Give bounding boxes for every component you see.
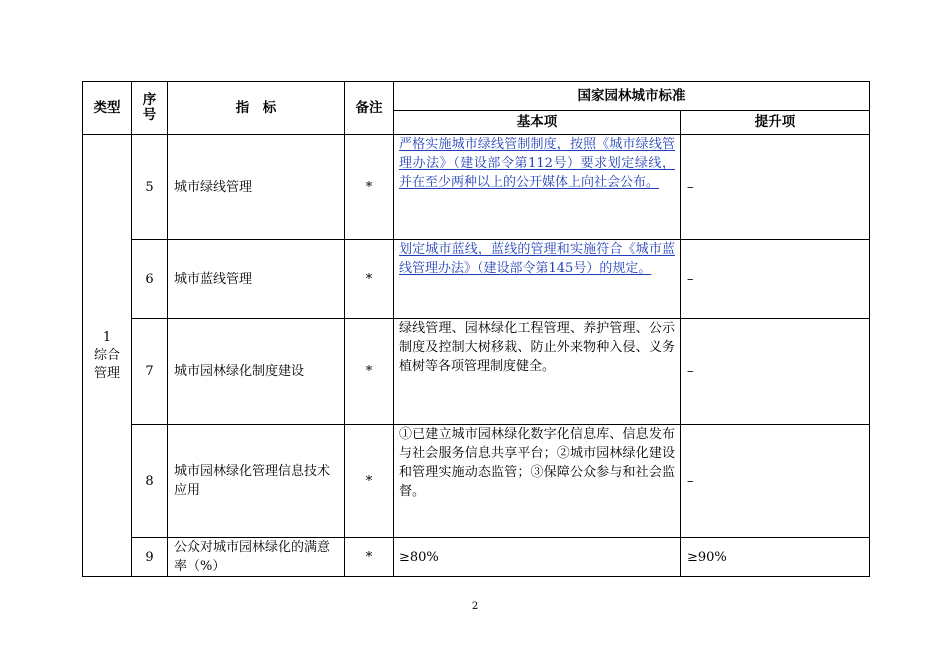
- table-row: [83, 135, 870, 240]
- header-note: 备注: [345, 82, 394, 135]
- row-note: *: [345, 135, 394, 240]
- row-advanced: –: [681, 319, 870, 425]
- page-number: 2: [471, 601, 479, 612]
- row-seq: 7: [132, 319, 168, 425]
- row-basic: [394, 135, 681, 240]
- basic-link[interactable]: 划定城市蓝线，蓝线的管理和实施符合《城市蓝线管理办法》（建设部令第145号）的规定。: [399, 242, 675, 276]
- standards-table: [82, 81, 870, 577]
- row-note: *: [345, 538, 394, 577]
- row-advanced: –: [681, 240, 870, 319]
- row-basic: ≥80%: [394, 538, 681, 577]
- category-name: 综合管理: [93, 347, 120, 381]
- row-advanced: –: [681, 135, 870, 240]
- row-seq: 5: [132, 135, 168, 240]
- header-type: 类型: [83, 82, 132, 135]
- table-row: [83, 425, 870, 538]
- row-note: *: [345, 425, 394, 538]
- row-basic: 绿线管理、园林绿化工程管理、养护管理、公示制度及控制大树移栽、防止外来物种入侵、义务植树等各项管理制度健全。: [394, 319, 681, 425]
- table-row: [83, 240, 870, 319]
- header-seq: [132, 82, 168, 135]
- row-seq: 8: [132, 425, 168, 538]
- header-indicator: 指 标: [168, 82, 345, 135]
- row-indicator: 城市蓝线管理: [168, 240, 345, 319]
- row-advanced: –: [681, 425, 870, 538]
- row-seq: 9: [132, 538, 168, 577]
- category-number: 1: [102, 329, 112, 345]
- row-indicator: 城市绿线管理: [168, 135, 345, 240]
- header-advanced: 提升项: [681, 111, 870, 135]
- row-basic: [394, 240, 681, 319]
- row-indicator: 城市园林绿化管理信息技术应用: [168, 425, 345, 538]
- row-note: *: [345, 240, 394, 319]
- row-note: *: [345, 319, 394, 425]
- row-advanced: ≥90%: [681, 538, 870, 577]
- table-row: [83, 319, 870, 425]
- row-basic: ①已建立城市园林绿化数字化信息库、信息发布与社会服务信息共享平台；②城市园林绿化建设和管理实施动态监管；③保障公众参与和社会监督。: [394, 425, 681, 538]
- header-seq-text: 序号: [142, 92, 157, 123]
- table-row: [83, 538, 870, 577]
- category-cell: [83, 135, 132, 577]
- header-basic: 基本项: [394, 111, 681, 135]
- row-seq: 6: [132, 240, 168, 319]
- row-indicator: 城市园林绿化制度建设: [168, 319, 345, 425]
- row-indicator: 公众对城市园林绿化的满意率（%）: [168, 538, 345, 577]
- header-standard: 国家园林城市标准: [394, 82, 870, 111]
- basic-link[interactable]: 严格实施城市绿线管制制度，按照《城市绿线管理办法》（建设部令第112号）要求划定绿线，并在至少两种以上的公开媒体上向社会公布。: [399, 137, 675, 190]
